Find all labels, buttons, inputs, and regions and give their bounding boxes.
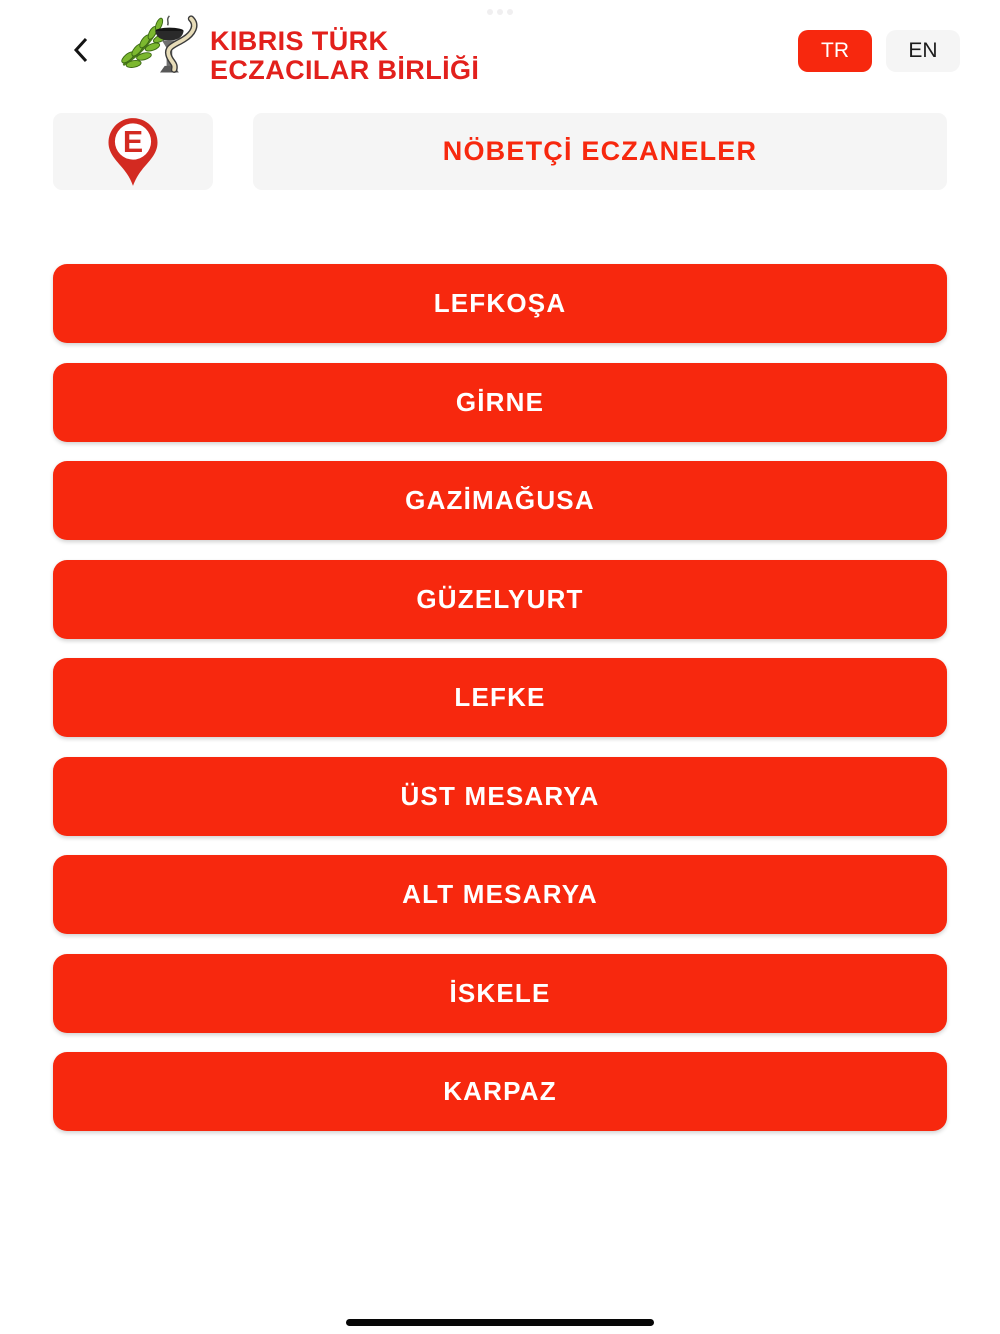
chevron-left-icon — [72, 36, 90, 64]
home-indicator-bar[interactable] — [346, 1319, 654, 1326]
language-en-button[interactable]: EN — [886, 30, 960, 72]
district-label: LEFKOŞA — [433, 288, 567, 318]
district-label: GÜZELYURT — [416, 583, 584, 614]
district-label: GAZİMAĞUSA — [405, 485, 595, 515]
dot-icon — [497, 9, 503, 15]
district-label: ALT MESARYA — [402, 879, 598, 909]
district-label: GİRNE — [455, 386, 545, 417]
district-button[interactable] — [53, 560, 947, 639]
district-button[interactable] — [53, 855, 947, 934]
pharmacy-emblem-icon — [116, 14, 204, 80]
district-button[interactable] — [53, 264, 947, 343]
logo-title-line2: ECZACILAR BİRLİĞİ — [210, 55, 480, 80]
logo-title-line1: KIBRIS TÜRK — [210, 26, 389, 56]
district-button[interactable] — [53, 461, 947, 540]
district-button[interactable] — [53, 954, 947, 1033]
association-logo — [116, 14, 479, 80]
district-button[interactable] — [53, 757, 947, 836]
district-list — [53, 264, 947, 1131]
dot-icon — [487, 9, 493, 15]
district-label: LEFKE — [454, 682, 546, 712]
pharmacy-pin-icon — [107, 117, 159, 187]
pin-letter: E — [122, 125, 144, 159]
dot-icon — [507, 9, 513, 15]
district-label: ÜST MESARYA — [400, 780, 600, 811]
district-button[interactable] — [53, 363, 947, 442]
map-locations-button[interactable] — [53, 113, 213, 190]
district-label: İSKELE — [449, 977, 551, 1008]
district-button[interactable] — [53, 1052, 947, 1131]
nobetci-eczaneler-header-button[interactable] — [253, 113, 947, 190]
district-button[interactable] — [53, 658, 947, 737]
back-button[interactable] — [62, 30, 100, 70]
language-switch — [798, 30, 960, 72]
district-label: KARPAZ — [443, 1076, 557, 1106]
language-tr-button[interactable]: TR — [798, 30, 872, 72]
toolbar-row — [53, 113, 947, 190]
logo-title — [210, 14, 479, 80]
section-title: NÖBETÇİ ECZANELER — [442, 136, 758, 166]
status-dots-icon — [487, 9, 513, 15]
